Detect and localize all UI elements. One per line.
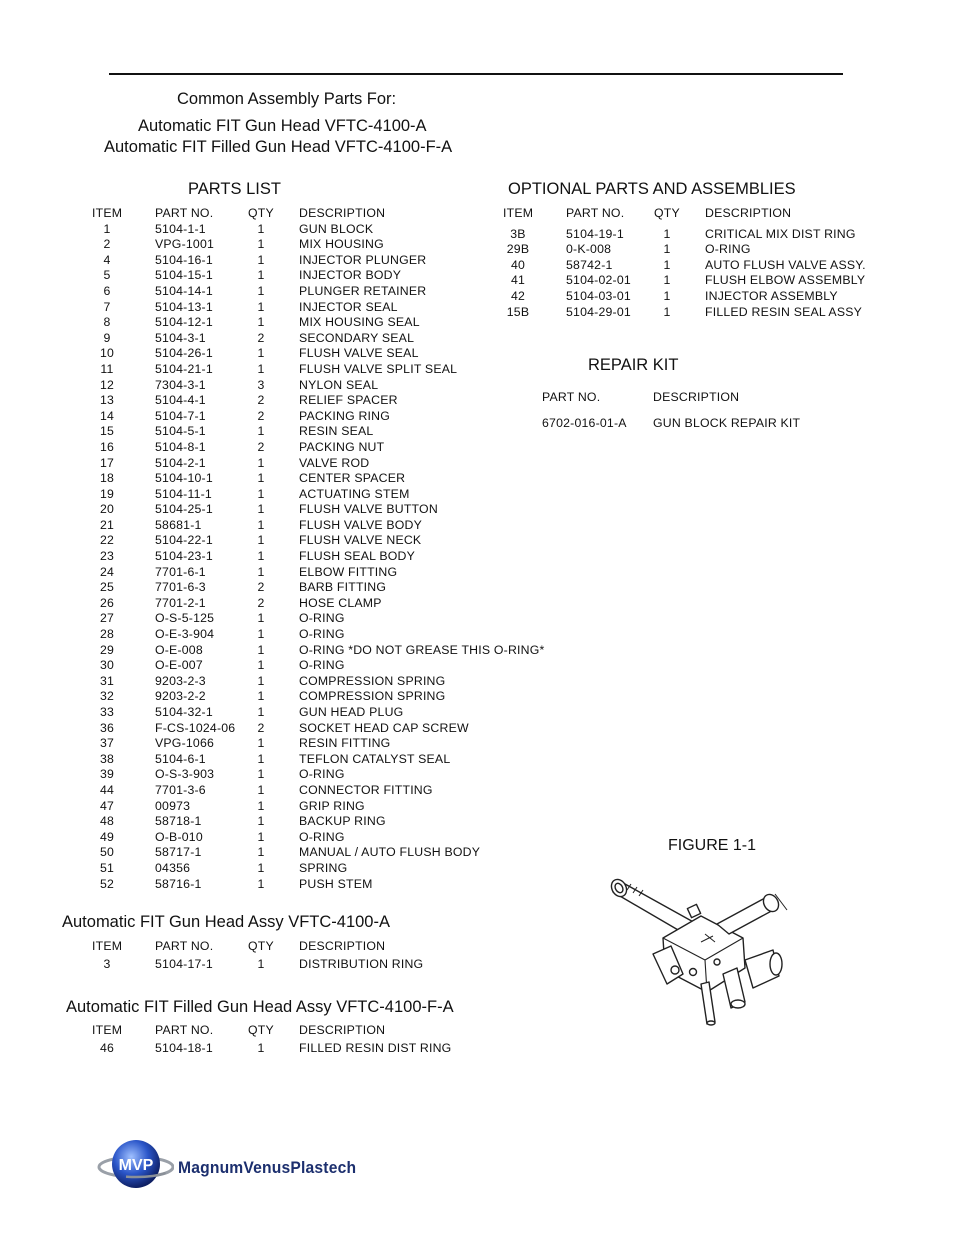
part-no: 5104-3-1 bbox=[155, 330, 206, 345]
parts-list-rows bbox=[0, 222, 560, 893]
table-row bbox=[0, 643, 560, 659]
qty: 1 bbox=[257, 658, 265, 673]
description: RELIEF SPACER bbox=[299, 393, 398, 408]
part-no: 5104-4-1 bbox=[155, 393, 206, 408]
header-description: DESCRIPTION bbox=[299, 1023, 386, 1037]
part-no: 5104-6-1 bbox=[155, 751, 206, 766]
part-no: 5104-13-1 bbox=[155, 299, 213, 314]
qty: 2 bbox=[257, 330, 265, 345]
part-no: 5104-18-1 bbox=[155, 1040, 213, 1055]
table-row bbox=[0, 487, 560, 503]
figure-label: FIGURE 1-1 bbox=[668, 837, 757, 854]
part-no: O-E-3-904 bbox=[155, 627, 215, 642]
assy-a-header bbox=[0, 939, 560, 955]
part-no: 5104-11-1 bbox=[155, 486, 212, 501]
header-item: ITEM bbox=[92, 1023, 123, 1037]
qty: 1 bbox=[257, 361, 265, 376]
company-logo bbox=[96, 1134, 396, 1198]
description: O-RING bbox=[705, 242, 751, 257]
table-row bbox=[0, 799, 560, 815]
header-part-no: PART NO. bbox=[155, 206, 214, 220]
item: 8 bbox=[103, 315, 111, 330]
table-row bbox=[0, 861, 560, 877]
qty: 1 bbox=[257, 814, 265, 829]
qty: 1 bbox=[257, 611, 265, 626]
part-no: 5104-2-1 bbox=[155, 455, 206, 470]
description: DISTRIBUTION RING bbox=[299, 956, 424, 971]
qty: 1 bbox=[663, 304, 671, 319]
table-row bbox=[0, 533, 560, 549]
part-no: 58681-1 bbox=[155, 517, 202, 532]
part-no: 9203-2-3 bbox=[155, 673, 206, 688]
qty: 1 bbox=[257, 798, 265, 813]
item: 24 bbox=[99, 564, 115, 579]
table-row bbox=[0, 957, 560, 973]
repair-kit-table bbox=[0, 390, 954, 431]
header-part-no: PART NO. bbox=[542, 390, 601, 404]
part-no: 5104-5-1 bbox=[155, 424, 206, 439]
qty: 1 bbox=[257, 549, 265, 564]
assy-fa-title: Automatic FIT Filled Gun Head Assy VFTC-4100-F-A bbox=[66, 998, 454, 1016]
item: 33 bbox=[99, 705, 115, 719]
part-no: 00973 bbox=[155, 798, 191, 813]
item: 13 bbox=[99, 393, 115, 408]
description: CENTER SPACER bbox=[299, 471, 406, 486]
part-no: 5104-14-1 bbox=[155, 283, 213, 298]
table-row bbox=[0, 440, 560, 456]
description: CONNECTOR FITTING bbox=[299, 782, 433, 797]
qty: 1 bbox=[257, 471, 265, 486]
item: 1 bbox=[103, 221, 111, 236]
description: O-RING bbox=[299, 627, 345, 642]
table-row bbox=[0, 783, 560, 799]
part-no: 0-K-008 bbox=[566, 242, 612, 257]
item: 14 bbox=[99, 408, 115, 423]
qty: 2 bbox=[257, 439, 265, 454]
table-row bbox=[0, 689, 560, 705]
part-no: 5104-02-01 bbox=[566, 273, 631, 288]
parts-list-title: PARTS LIST bbox=[188, 180, 281, 198]
item: 29B bbox=[506, 242, 530, 257]
qty: 1 bbox=[257, 221, 265, 236]
item: 39 bbox=[99, 767, 115, 782]
assy-a-title: Automatic FIT Gun Head Assy VFTC-4100-A bbox=[62, 913, 390, 931]
item: 17 bbox=[99, 455, 115, 470]
item: 5 bbox=[103, 268, 111, 283]
part-no: 5104-1-1 bbox=[155, 221, 206, 236]
table-row bbox=[0, 362, 560, 378]
qty: 1 bbox=[663, 226, 671, 241]
header-item: ITEM bbox=[92, 206, 123, 220]
qty: 1 bbox=[663, 242, 671, 257]
part-no: 5104-22-1 bbox=[155, 533, 213, 548]
description: SECONDARY SEAL bbox=[299, 330, 415, 345]
qty: 1 bbox=[257, 845, 265, 860]
description: RESIN SEAL bbox=[299, 424, 374, 439]
part-no: 5104-25-1 bbox=[155, 502, 213, 517]
table-row bbox=[0, 305, 954, 321]
item: 15B bbox=[506, 304, 530, 319]
description: MIX HOUSING SEAL bbox=[299, 315, 420, 330]
part-no: 5104-10-1 bbox=[155, 471, 213, 486]
qty: 1 bbox=[257, 237, 265, 252]
description: PUSH STEM bbox=[299, 876, 373, 891]
item: 23 bbox=[99, 549, 115, 564]
part-no: 6702-016-01-A bbox=[542, 415, 627, 430]
header-qty: QTY bbox=[654, 206, 680, 220]
table-row bbox=[0, 258, 954, 274]
description: FLUSH SEAL BODY bbox=[299, 549, 415, 564]
part-no: 5104-21-1 bbox=[155, 361, 213, 376]
part-no: 58716-1 bbox=[155, 876, 202, 891]
item: 12 bbox=[99, 377, 115, 392]
qty: 1 bbox=[257, 424, 265, 439]
description: INJECTOR ASSEMBLY bbox=[705, 288, 838, 303]
qty: 2 bbox=[257, 580, 265, 595]
intro-line-3: Automatic FIT Filled Gun Head VFTC-4100-F-A bbox=[104, 138, 453, 156]
part-no: VPG-1001 bbox=[155, 237, 215, 252]
part-no: O-S-3-903 bbox=[155, 767, 215, 782]
qty: 1 bbox=[257, 517, 265, 532]
part-no: 04356 bbox=[155, 860, 191, 875]
table-row bbox=[0, 596, 560, 612]
repair-kit-header bbox=[0, 390, 954, 406]
part-no: 5104-32-1 bbox=[155, 705, 213, 719]
table-row bbox=[0, 767, 560, 783]
description: O-RING bbox=[299, 658, 345, 673]
optional-parts-table bbox=[0, 206, 954, 320]
qty: 1 bbox=[257, 689, 265, 704]
qty: 1 bbox=[257, 829, 265, 844]
description: FILLED RESIN SEAL ASSY bbox=[705, 304, 863, 319]
qty: 1 bbox=[257, 736, 265, 751]
item: 47 bbox=[99, 798, 115, 813]
description: SPRING bbox=[299, 860, 348, 875]
item: 32 bbox=[99, 689, 115, 704]
description: GRIP RING bbox=[299, 798, 365, 813]
part-no: 5104-8-1 bbox=[155, 439, 206, 454]
mvp-globe-icon bbox=[96, 1134, 174, 1198]
table-row bbox=[0, 471, 560, 487]
table-row bbox=[0, 705, 560, 721]
header-description: DESCRIPTION bbox=[299, 206, 386, 220]
part-no: VPG-1066 bbox=[155, 736, 215, 751]
part-no: 58717-1 bbox=[155, 845, 202, 860]
part-no: 5104-7-1 bbox=[155, 408, 206, 423]
part-no: 5104-19-1 bbox=[566, 226, 624, 241]
qty: 1 bbox=[257, 876, 265, 891]
description: HOSE CLAMP bbox=[299, 595, 382, 610]
qty: 1 bbox=[257, 860, 265, 875]
logo-name: MagnumVenusPlastech bbox=[178, 1158, 357, 1177]
assy-a-table bbox=[0, 939, 560, 972]
qty: 2 bbox=[257, 720, 265, 735]
item: 36 bbox=[99, 720, 115, 735]
part-no: 7701-2-1 bbox=[155, 595, 206, 610]
description: GUN BLOCK REPAIR KIT bbox=[653, 415, 801, 430]
item: 30 bbox=[99, 658, 115, 673]
description: GUN BLOCK bbox=[299, 221, 374, 236]
qty: 1 bbox=[663, 257, 671, 272]
optional-parts-rows bbox=[0, 227, 954, 321]
table-row bbox=[0, 658, 560, 674]
part-no: O-E-008 bbox=[155, 642, 203, 657]
part-no: 5104-12-1 bbox=[155, 315, 213, 330]
table-row bbox=[0, 611, 560, 627]
part-no: O-S-5-125 bbox=[155, 611, 215, 626]
table-row bbox=[0, 674, 560, 690]
optional-parts-title: OPTIONAL PARTS AND ASSEMBLIES bbox=[508, 180, 796, 198]
qty: 1 bbox=[257, 346, 265, 361]
item: 7 bbox=[103, 299, 111, 314]
table-row bbox=[0, 877, 560, 893]
header-part-no: PART NO. bbox=[155, 1023, 214, 1037]
table-row bbox=[0, 814, 560, 830]
description: FLUSH VALVE SEAL bbox=[299, 346, 419, 361]
item: 16 bbox=[99, 439, 115, 454]
item: 6 bbox=[103, 283, 111, 298]
description: TEFLON CATALYST SEAL bbox=[299, 751, 451, 766]
qty: 1 bbox=[663, 273, 671, 288]
repair-kit-row bbox=[0, 416, 954, 432]
item: 4 bbox=[103, 252, 111, 267]
part-no: O-E-007 bbox=[155, 658, 203, 673]
description: ELBOW FITTING bbox=[299, 564, 398, 579]
part-no: 7701-3-6 bbox=[155, 782, 206, 797]
header-item: ITEM bbox=[503, 206, 534, 220]
item: 37 bbox=[99, 736, 115, 751]
header-description: DESCRIPTION bbox=[299, 939, 386, 953]
item: 9 bbox=[103, 330, 111, 345]
logo-badge-text: MVP bbox=[118, 1157, 154, 1174]
optional-parts-header bbox=[0, 206, 954, 222]
item: 46 bbox=[99, 1040, 115, 1055]
description: PACKING RING bbox=[299, 408, 390, 423]
qty: 1 bbox=[257, 268, 265, 283]
description: SOCKET HEAD CAP SCREW bbox=[299, 720, 469, 735]
part-no: 58718-1 bbox=[155, 814, 202, 829]
table-row bbox=[0, 331, 560, 347]
table-row bbox=[0, 456, 560, 472]
part-no: 5104-26-1 bbox=[155, 346, 213, 361]
description: BARB FITTING bbox=[299, 580, 387, 595]
qty: 1 bbox=[663, 288, 671, 303]
description: COMPRESSION SPRING bbox=[299, 673, 446, 688]
header-qty: QTY bbox=[248, 939, 274, 953]
item: 31 bbox=[99, 673, 115, 688]
table-row bbox=[0, 752, 560, 768]
table-row bbox=[0, 289, 954, 305]
qty: 1 bbox=[257, 502, 265, 517]
description: NYLON SEAL bbox=[299, 377, 379, 392]
item: 3 bbox=[103, 956, 111, 971]
item: 18 bbox=[99, 471, 115, 486]
qty: 1 bbox=[257, 283, 265, 298]
item: 15 bbox=[99, 424, 115, 439]
qty: 1 bbox=[257, 767, 265, 782]
qty: 1 bbox=[257, 782, 265, 797]
table-row bbox=[0, 242, 954, 258]
qty: 1 bbox=[257, 751, 265, 766]
qty: 1 bbox=[257, 252, 265, 267]
qty: 1 bbox=[257, 564, 265, 579]
description: VALVE ROD bbox=[299, 455, 370, 470]
qty: 1 bbox=[257, 956, 265, 971]
qty: 2 bbox=[257, 393, 265, 408]
description: FLUSH VALVE NECK bbox=[299, 533, 422, 548]
item: 51 bbox=[99, 860, 115, 875]
description: PACKING NUT bbox=[299, 439, 385, 454]
part-no: 7701-6-3 bbox=[155, 580, 206, 595]
assy-fa-header bbox=[0, 1023, 560, 1039]
part-no: 7304-3-1 bbox=[155, 377, 206, 392]
table-row bbox=[0, 845, 560, 861]
description: INJECTOR BODY bbox=[299, 268, 402, 283]
description: RESIN FITTING bbox=[299, 736, 391, 751]
qty: 2 bbox=[257, 595, 265, 610]
qty: 1 bbox=[257, 642, 265, 657]
part-no: 5104-23-1 bbox=[155, 549, 213, 564]
item: 25 bbox=[99, 580, 115, 595]
header-qty: QTY bbox=[248, 206, 274, 220]
item: 28 bbox=[99, 627, 115, 642]
description: O-RING bbox=[299, 611, 345, 626]
description: MANUAL / AUTO FLUSH BODY bbox=[299, 845, 481, 860]
table-row bbox=[0, 273, 954, 289]
assy-fa-table bbox=[0, 1023, 560, 1056]
table-row bbox=[0, 1041, 560, 1057]
intro-line-1: Common Assembly Parts For: bbox=[177, 90, 397, 108]
item: 27 bbox=[99, 611, 115, 626]
qty: 1 bbox=[257, 627, 265, 642]
item: 29 bbox=[99, 642, 115, 657]
description: FILLED RESIN DIST RING bbox=[299, 1040, 452, 1055]
qty: 1 bbox=[257, 533, 265, 548]
part-no: 5104-16-1 bbox=[155, 252, 213, 267]
table-row bbox=[0, 565, 560, 581]
part-no: 7701-6-1 bbox=[155, 564, 206, 579]
qty: 1 bbox=[257, 486, 265, 501]
qty: 1 bbox=[257, 455, 265, 470]
description: O-RING bbox=[299, 767, 345, 782]
description: FLUSH VALVE SPLIT SEAL bbox=[299, 361, 458, 376]
header-description: DESCRIPTION bbox=[705, 206, 792, 220]
table-row bbox=[0, 227, 954, 243]
item: 52 bbox=[99, 876, 115, 891]
part-no: F-CS-1024-06 bbox=[155, 720, 236, 735]
description: FLUSH ELBOW ASSEMBLY bbox=[705, 273, 866, 288]
part-no: 5104-15-1 bbox=[155, 268, 213, 283]
header-part-no: PART NO. bbox=[155, 939, 214, 953]
description: ACTUATING STEM bbox=[299, 486, 410, 501]
part-no: 9203-2-2 bbox=[155, 689, 206, 704]
description: GUN HEAD PLUG bbox=[299, 705, 404, 719]
item: 19 bbox=[99, 486, 115, 501]
table-row bbox=[0, 346, 560, 362]
item: 42 bbox=[510, 288, 526, 303]
qty: 1 bbox=[257, 705, 265, 719]
description: O-RING *DO NOT GREASE THIS O-RING* bbox=[299, 642, 545, 657]
description: CRITICAL MIX DIST RING bbox=[705, 226, 856, 241]
description: MIX HOUSING bbox=[299, 237, 384, 252]
header-part-no: PART NO. bbox=[566, 206, 625, 220]
qty: 1 bbox=[257, 673, 265, 688]
item: 2 bbox=[103, 237, 111, 252]
item: 20 bbox=[99, 502, 115, 517]
qty: 1 bbox=[257, 1040, 265, 1055]
item: 44 bbox=[99, 782, 115, 797]
item: 22 bbox=[99, 533, 115, 548]
description: O-RING bbox=[299, 829, 345, 844]
description: AUTO FLUSH VALVE ASSY. bbox=[705, 257, 866, 272]
description: PLUNGER RETAINER bbox=[299, 283, 427, 298]
item: 49 bbox=[99, 829, 115, 844]
table-row bbox=[0, 830, 560, 846]
item: 38 bbox=[99, 751, 115, 766]
top-rule bbox=[109, 73, 843, 75]
table-row bbox=[0, 627, 560, 643]
item: 26 bbox=[99, 595, 115, 610]
qty: 1 bbox=[257, 315, 265, 330]
table-row bbox=[0, 518, 560, 534]
gun-head-drawing bbox=[605, 876, 805, 1028]
item: 50 bbox=[99, 845, 115, 860]
item: 21 bbox=[99, 517, 115, 532]
qty: 3 bbox=[257, 377, 265, 392]
repair-kit-title: REPAIR KIT bbox=[588, 356, 679, 374]
table-row bbox=[0, 549, 560, 565]
description: FLUSH VALVE BODY bbox=[299, 517, 423, 532]
part-no: O-B-010 bbox=[155, 829, 203, 844]
table-row bbox=[0, 502, 560, 518]
part-no: 5104-03-01 bbox=[566, 288, 631, 303]
item: 10 bbox=[99, 346, 115, 361]
header-item: ITEM bbox=[92, 939, 123, 953]
intro-line-2: Automatic FIT Gun Head VFTC-4100-A bbox=[138, 117, 427, 135]
description: COMPRESSION SPRING bbox=[299, 689, 446, 704]
item: 41 bbox=[510, 273, 526, 288]
qty: 1 bbox=[257, 299, 265, 314]
description: INJECTOR PLUNGER bbox=[299, 252, 427, 267]
part-no: 58742-1 bbox=[566, 257, 613, 272]
part-no: 5104-17-1 bbox=[155, 956, 213, 971]
item: 40 bbox=[510, 257, 526, 272]
table-row bbox=[0, 580, 560, 596]
qty: 2 bbox=[257, 408, 265, 423]
part-no: 5104-29-01 bbox=[566, 304, 631, 319]
header-description: DESCRIPTION bbox=[653, 390, 740, 404]
description: BACKUP RING bbox=[299, 814, 386, 829]
table-row bbox=[0, 736, 560, 752]
description: INJECTOR SEAL bbox=[299, 299, 398, 314]
description: FLUSH VALVE BUTTON bbox=[299, 502, 438, 517]
item: 11 bbox=[100, 361, 114, 376]
table-row bbox=[0, 721, 560, 737]
item: 48 bbox=[99, 814, 115, 829]
item: 3B bbox=[510, 226, 526, 241]
header-qty: QTY bbox=[248, 1023, 274, 1037]
